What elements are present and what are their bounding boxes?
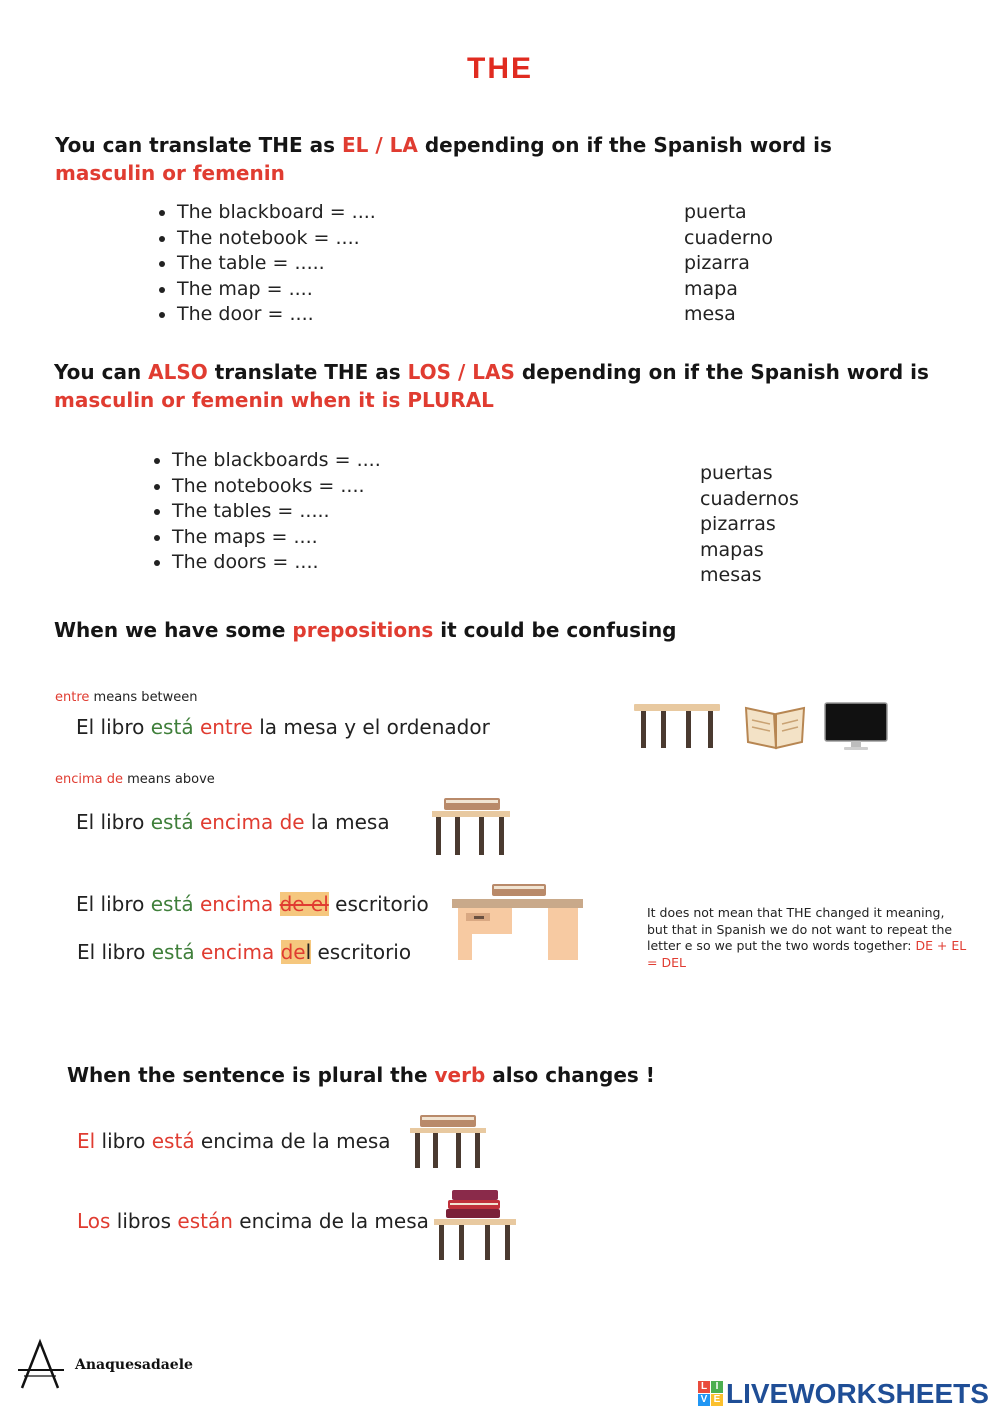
encima-caption: encima de means above [55,772,215,787]
list-item: • The table = ..... [177,251,376,277]
word-bank-item: pizarras [700,513,776,535]
page-title: THE [467,52,533,85]
del-explanation-note: It does not mean that THE changed it meaning, but that in Spanish we do not want to repeat the letter e so we put the two words together: DE + EL = DEL [647,905,967,970]
liveworksheets-logo-icon: L I V E [698,1381,724,1407]
section1-list [155,200,376,328]
encima-sentence: El libro está encima de la mesa [76,810,390,834]
list-item: • The notebook = .... [177,226,376,252]
section1-word-bank [684,200,773,328]
word-bank-item: cuaderno [684,226,774,249]
escritorio-sentence-2: El libro está encima del escritorio [77,940,412,964]
book-on-desk-illustration [452,882,586,962]
section2-word-bank [700,461,799,589]
entre-caption: entre means between [55,690,198,705]
word-bank-item: mesas [700,564,762,586]
word-bank-item: puertas [700,462,773,484]
list-item: • The blackboard = .... [177,200,376,226]
list-item: • The tables = ..... [172,499,381,525]
author-logo-icon [18,1340,66,1390]
section4-heading: When the sentence is plural the verb also changes ! [67,1063,655,1087]
escritorio-sentence-1: El libro está encima de el escritorio [76,892,429,916]
word-bank-item: cuadernos [700,487,799,510]
open-book-illustration [742,700,810,752]
entre-sentence: El libro está entre la mesa y el ordenador [76,715,490,739]
word-bank-item: mapas [700,538,764,561]
list-item: • The blackboards = .... [172,448,381,474]
word-bank-item: pizarra [684,252,750,274]
list-item: • The door = .... [177,302,376,328]
list-item: • The doors = .... [172,550,381,576]
author-name: Anaquesadaele [75,1357,193,1373]
books-stack-on-table-illustration [432,1186,520,1262]
struck-de-el: de el [279,892,329,916]
list-item: • The notebooks = .... [172,474,381,500]
monitor-illustration [824,702,890,752]
book-on-table-singular-illustration [408,1113,492,1171]
liveworksheets-brand: LIVEWORKSHEETS [726,1378,989,1409]
singular-sentence: El libro está encima de la mesa [77,1129,391,1153]
list-item: • The maps = .... [172,525,381,551]
section1-heading: You can translate THE as EL / LA depending on if the Spanish word is masculin or femenin [55,133,832,185]
section2-heading: You can ALSO translate THE as LOS / LAS depending on if the Spanish word is masculin or femenin when it is PLURAL [54,360,929,412]
plural-sentence: Los libros están encima de la mesa [77,1209,429,1233]
word-bank-item: puerta [684,201,747,223]
book-on-table-illustration [430,796,514,858]
section2-list [150,448,381,576]
word-bank-item: mesa [684,303,736,325]
highlighted-del: del [280,940,312,964]
list-item: • The map = .... [177,277,376,303]
table-illustration [634,704,724,750]
word-bank-item: mapa [684,277,738,300]
section3-heading: When we have some prepositions it could be confusing [54,618,677,642]
